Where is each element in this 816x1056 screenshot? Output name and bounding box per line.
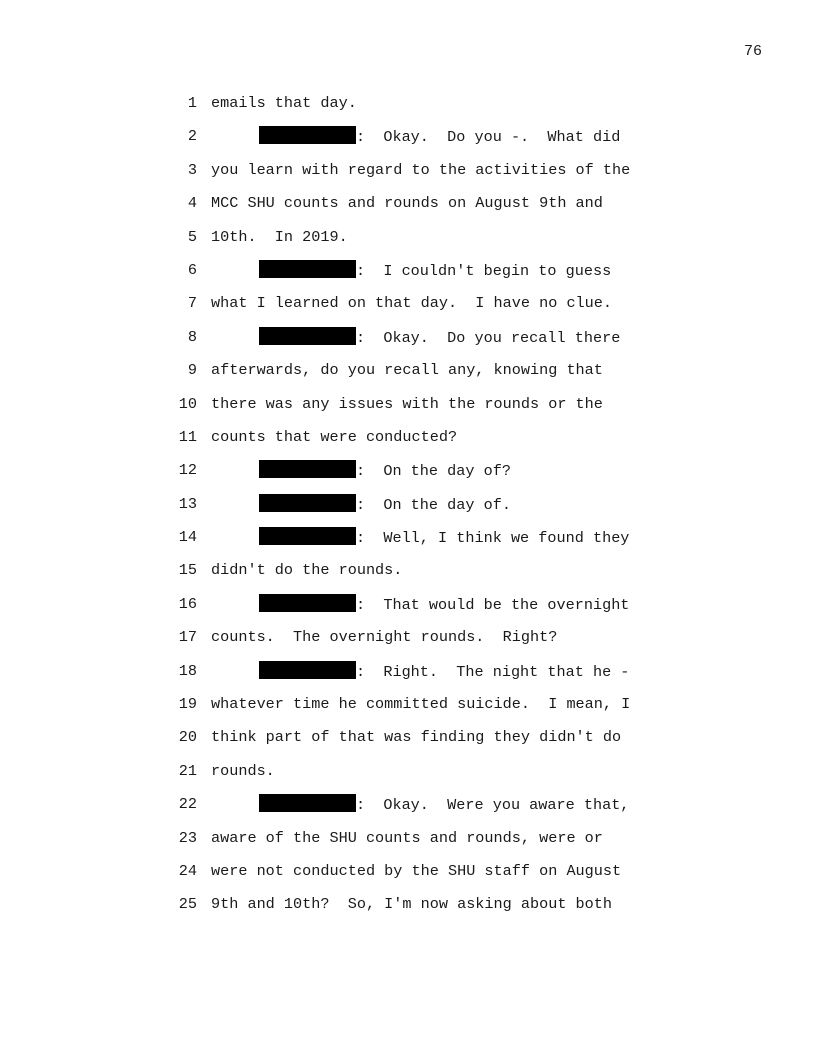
line-number: 15 <box>178 561 197 580</box>
line-content: : On the day of. <box>356 495 511 514</box>
speaker-line <box>259 594 629 615</box>
redacted-speaker-name <box>259 260 356 278</box>
transcript-line <box>0 560 816 593</box>
transcript-line <box>0 694 816 727</box>
transcript-line <box>0 861 816 894</box>
line-content: rounds. <box>211 761 275 780</box>
line-number: 19 <box>178 695 197 714</box>
line-number: 3 <box>187 160 197 179</box>
line-number: 16 <box>178 594 197 613</box>
redacted-speaker-name <box>259 594 356 612</box>
line-number: 12 <box>178 461 197 480</box>
line-content: counts. The overnight rounds. Right? <box>211 628 558 647</box>
line-content: : I couldn't begin to guess <box>356 261 612 280</box>
line-text <box>211 160 630 180</box>
line-text <box>211 227 348 247</box>
transcript-line <box>0 627 816 660</box>
line-content: were not conducted by the SHU staff on August <box>211 861 622 880</box>
line-number: 13 <box>178 494 197 513</box>
line-text <box>211 894 612 914</box>
line-content: aware of the SHU counts and rounds, were or <box>211 828 603 847</box>
line-number: 18 <box>178 661 197 680</box>
line-text <box>211 394 603 414</box>
redacted-speaker-name <box>259 527 356 545</box>
line-text <box>211 761 275 781</box>
redacted-speaker-name <box>259 460 356 478</box>
speaker-line <box>259 260 611 281</box>
line-number: 14 <box>178 528 197 547</box>
transcript-line <box>0 193 816 226</box>
line-content: whatever time he committed suicide. I mean, I <box>211 695 631 714</box>
transcript-line <box>0 661 816 694</box>
line-text <box>211 293 612 313</box>
line-text <box>211 861 621 881</box>
speaker-line <box>259 327 620 348</box>
speaker-line <box>259 460 511 481</box>
line-content: counts that were conducted? <box>211 427 458 446</box>
line-text <box>211 93 357 113</box>
speaker-line <box>259 661 629 682</box>
line-number: 6 <box>187 260 197 279</box>
page-number: 76 <box>744 43 763 60</box>
transcript-line <box>0 160 816 193</box>
line-content: : Okay. Do you recall there <box>356 328 621 347</box>
line-content: afterwards, do you recall any, knowing that <box>211 361 603 380</box>
line-number: 17 <box>178 628 197 647</box>
line-content: didn't do the rounds. <box>211 561 403 580</box>
line-number: 22 <box>178 795 197 814</box>
line-content: : Right. The night that he - <box>356 662 630 681</box>
line-content: MCC SHU counts and rounds on August 9th and <box>211 194 603 213</box>
transcript-line <box>0 293 816 326</box>
redacted-speaker-name <box>259 126 356 144</box>
line-number: 11 <box>178 427 197 446</box>
transcript-body <box>0 93 816 928</box>
redacted-speaker-name <box>259 794 356 812</box>
speaker-line <box>259 494 511 515</box>
line-content: you learn with regard to the activities of the <box>211 160 631 179</box>
line-number: 1 <box>187 94 197 112</box>
transcript-line <box>0 460 816 493</box>
line-number: 9 <box>187 361 197 380</box>
line-content: : Well, I think we found they <box>356 529 630 548</box>
transcript-line <box>0 327 816 360</box>
line-number: 20 <box>178 728 197 747</box>
line-content: : On the day of? <box>356 462 511 481</box>
transcript-line <box>0 794 816 827</box>
redacted-speaker-name <box>259 661 356 679</box>
line-number: 25 <box>178 895 197 914</box>
line-text <box>211 828 603 848</box>
transcript-line <box>0 494 816 527</box>
line-content: : That would be the overnight <box>356 595 630 614</box>
line-number: 24 <box>178 861 197 880</box>
line-text <box>211 560 402 580</box>
line-content: : Okay. Do you -. What did <box>356 128 621 147</box>
line-content: 9th and 10th? So, I'm now asking about both <box>211 895 613 914</box>
line-content: 10th. In 2019. <box>211 227 348 246</box>
transcript-line <box>0 126 816 159</box>
line-number: 2 <box>187 127 197 146</box>
transcript-line <box>0 394 816 427</box>
line-text <box>211 727 621 747</box>
line-text <box>211 193 603 213</box>
redacted-speaker-name <box>259 494 356 512</box>
line-number: 7 <box>187 294 197 313</box>
line-content: what I learned on that day. I have no clue. <box>211 294 613 313</box>
line-number: 23 <box>178 828 197 847</box>
line-number: 4 <box>187 194 197 213</box>
transcript-line <box>0 227 816 260</box>
line-text <box>211 627 557 647</box>
speaker-line <box>259 794 629 815</box>
transcript-line <box>0 828 816 861</box>
transcript-line <box>0 727 816 760</box>
line-number: 5 <box>187 227 197 246</box>
line-content: think part of that was finding they didn't do <box>211 728 622 747</box>
line-number: 10 <box>178 394 197 413</box>
line-number: 21 <box>178 761 197 780</box>
line-text <box>211 360 603 380</box>
line-content: emails that day. <box>211 94 357 112</box>
line-number: 8 <box>187 327 197 346</box>
line-text <box>211 427 457 447</box>
speaker-line <box>259 126 620 147</box>
transcript-line <box>0 594 816 627</box>
transcript-line <box>0 761 816 794</box>
line-content: there was any issues with the rounds or the <box>211 394 603 413</box>
transcript-line <box>0 360 816 393</box>
transcript-line <box>0 527 816 560</box>
line-content: : Okay. Were you aware that, <box>356 796 630 815</box>
transcript-line <box>0 260 816 293</box>
transcript-line <box>0 427 816 460</box>
transcript-line <box>0 894 816 927</box>
transcript-line <box>0 93 816 126</box>
redacted-speaker-name <box>259 327 356 345</box>
line-text <box>211 694 630 714</box>
speaker-line <box>259 527 629 548</box>
